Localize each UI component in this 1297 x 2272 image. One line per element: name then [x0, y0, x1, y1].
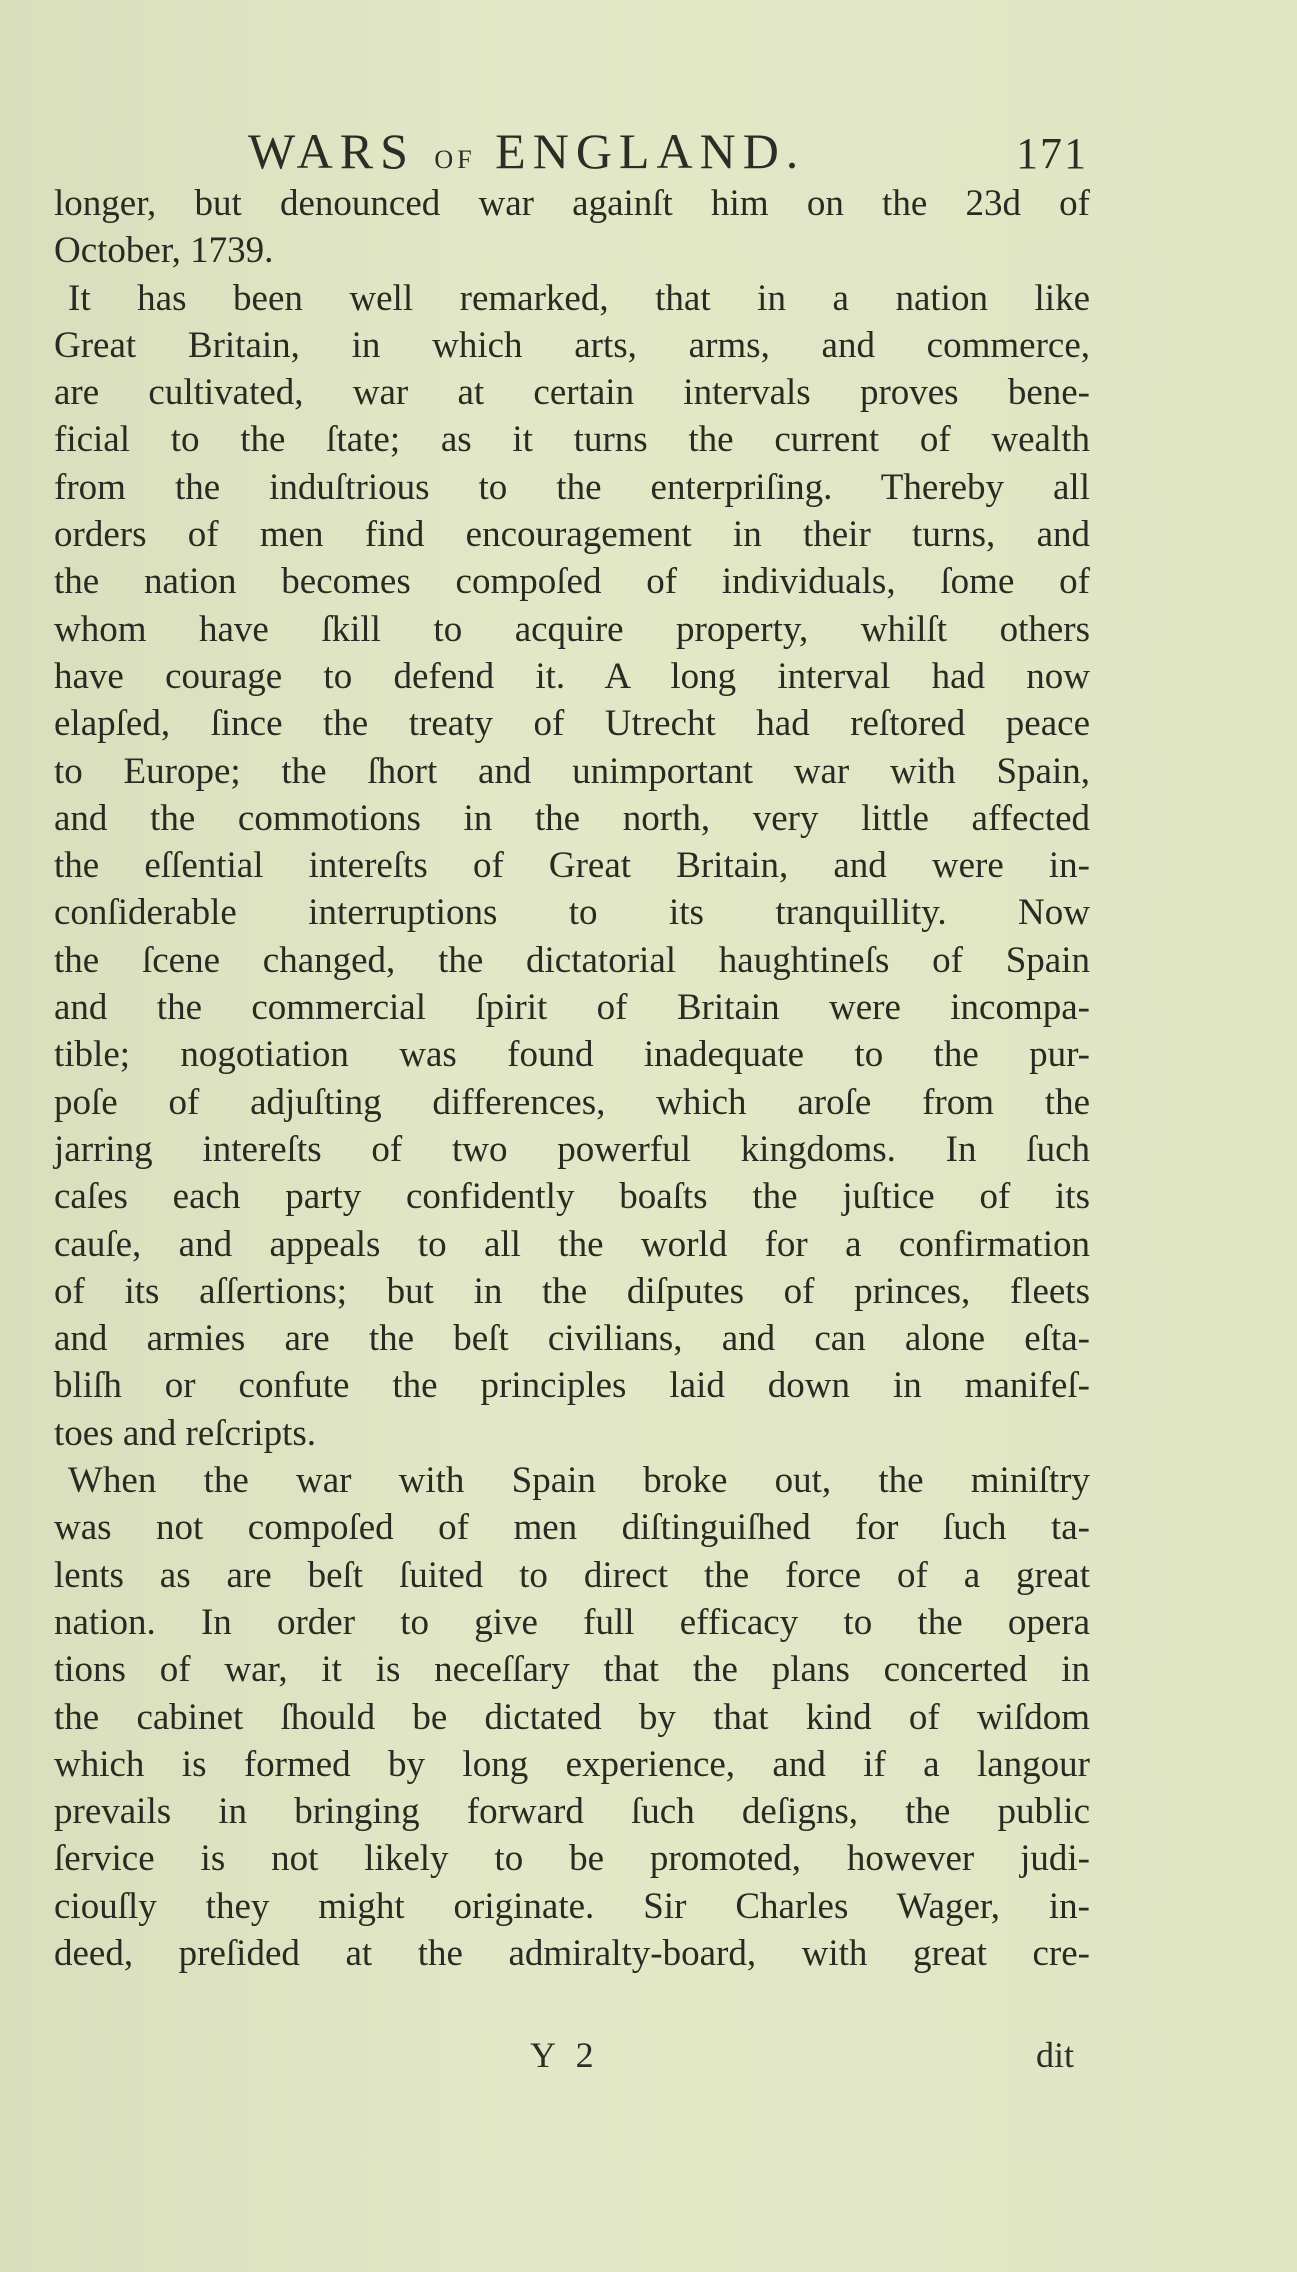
text-line: ficial to the ſtate; as it turns the current of wealth [54, 419, 1090, 461]
signature-mark: Y 2 [530, 2035, 600, 2075]
text-line: nation. In order to give full efficacy to the opera [54, 1601, 1090, 1643]
text-line: was not compoſed of men diſtinguiſhed for ſuch ta- [54, 1507, 1090, 1549]
text-line: ciouſly they might originate. Sir Charles Wager, in- [54, 1885, 1090, 1927]
text-line: Great Britain, in which arts, arms, and commerce, [54, 324, 1090, 366]
text-line: deed, preſided at the admiralty-board, with great cre- [54, 1932, 1090, 1974]
body-text [54, 180, 1090, 1977]
text-line: of its aſſertions; but in the diſputes of princes, fleets [54, 1270, 1090, 1312]
text-line: bliſh or confute the principles laid down in manifeſ- [54, 1365, 1090, 1407]
text-line: toes and reſcripts. [54, 1412, 316, 1454]
running-title-of: OF [434, 145, 476, 174]
text-line: longer, but denounced war againſt him on the 23d of [54, 183, 1090, 224]
text-line: the nation becomes compoſed of individuals, ſome of [54, 561, 1090, 603]
text-line: and the commercial ſpirit of Britain were incompa- [54, 987, 1090, 1029]
text-line: from the induſtrious to the enterpriſing. Thereby all [54, 466, 1090, 508]
text-line: jarring intereſts of two powerful kingdoms. In ſuch [54, 1128, 1090, 1170]
text-line: have courage to defend it. A long interval had now [54, 655, 1090, 697]
text-line: whom have ſkill to acquire property, whilſt others [54, 608, 1090, 650]
text-line: conſiderable interruptions to its tranquillity. Now [54, 892, 1090, 934]
text-line: elapſed, ſince the treaty of Utrecht had reſtored peace [54, 703, 1090, 745]
text-line: to Europe; the ſhort and unimportant war with Spain, [54, 750, 1090, 792]
text-line: the eſſential intereſts of Great Britain, and were in- [54, 845, 1090, 887]
running-title-part1: WARS [248, 123, 415, 179]
text-line: which is formed by long experience, and if a langour [54, 1743, 1090, 1785]
text-line: cauſe, and appeals to all the world for a confirmation [54, 1223, 1090, 1265]
paragraph-start-line: When the war with Spain broke out, the miniſtry [68, 1460, 1090, 1502]
page-number: 171 [1016, 129, 1088, 178]
running-title-part2: ENGLAND. [495, 123, 806, 179]
text-line: are cultivated, war at certain intervals proves bene- [54, 372, 1090, 414]
catchword: dit [1036, 2035, 1075, 2075]
text-line: caſes each party confidently boaſts the juſtice of its [54, 1176, 1090, 1218]
text-line: the ſcene changed, the dictatorial haughtineſs of Spain [54, 939, 1090, 981]
paragraph-start-line: It has been well remarked, that in a nation like [68, 277, 1090, 319]
running-title [248, 122, 805, 180]
text-line: October, 1739. [54, 230, 274, 272]
text-line: ſervice is not likely to be promoted, however judi- [54, 1838, 1090, 1880]
text-line: tions of war, it is neceſſary that the plans concerted in [54, 1649, 1090, 1691]
text-line: the cabinet ſhould be dictated by that kind of wiſdom [54, 1696, 1090, 1738]
text-line: and armies are the beſt civilians, and can alone eſta- [54, 1318, 1090, 1360]
text-line: lents as are beſt ſuited to direct the force of a great [54, 1554, 1090, 1596]
text-line: poſe of adjuſting differences, which aroſe from the [54, 1081, 1090, 1123]
text-line: and the commotions in the north, very little affected [54, 797, 1090, 839]
running-head [0, 122, 1297, 182]
text-line: orders of men find encouragement in their turns, and [54, 514, 1090, 556]
page-footer [0, 2034, 1297, 2084]
text-line: prevails in bringing forward ſuch deſigns, the public [54, 1791, 1090, 1833]
text-line: tible; nogotiation was found inadequate to the pur- [54, 1034, 1090, 1076]
